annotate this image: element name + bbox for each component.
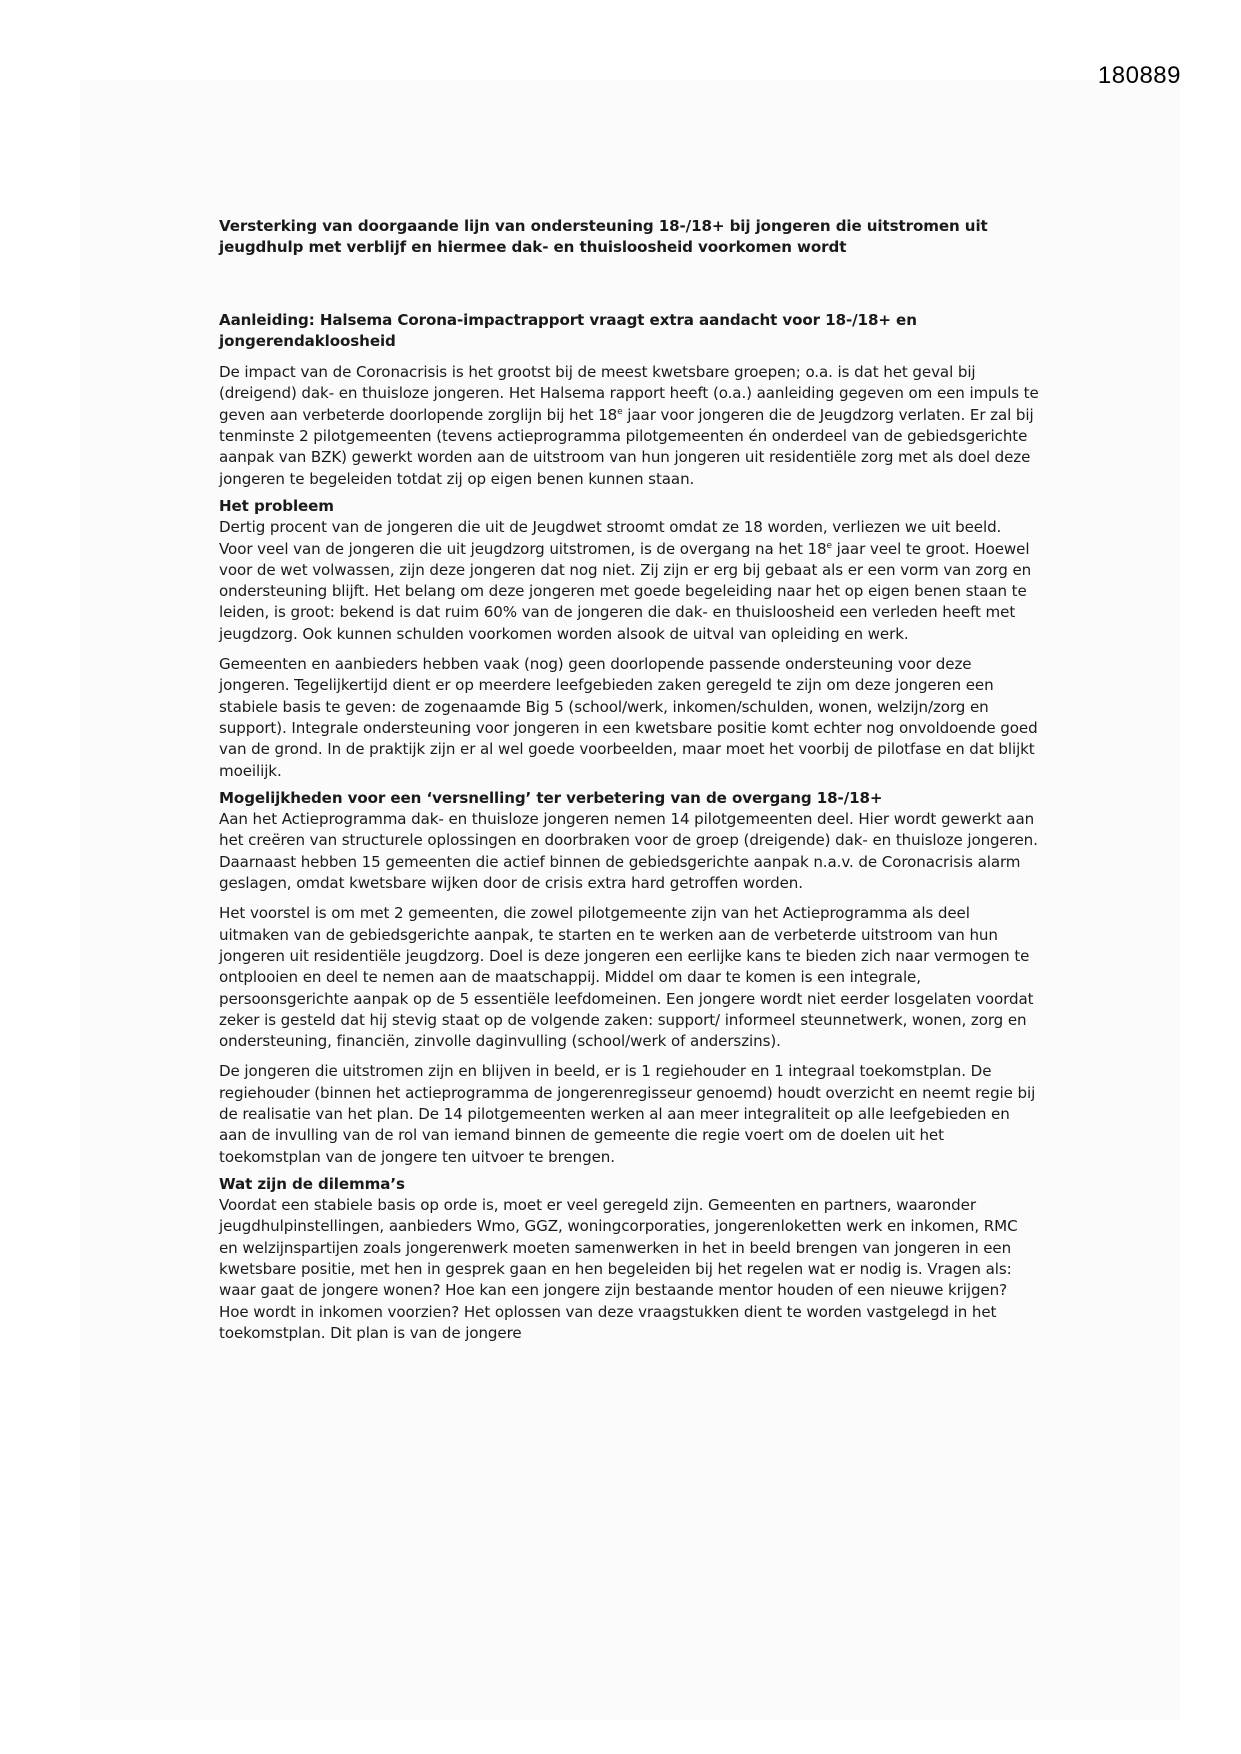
intro-text-part1: De impact van de Coronacrisis is het grootst bij de meest kwetsbare groepen; o.a. is dat het geval bij (dreigend) dak- en thuisloze jongeren. Het Halsema rapport heeft (o.a.) aanleiding gegeven om een impuls te geven aan verbeterde doorlopende zorglijn bij het 18 [219,363,1039,424]
heading-het-probleem: Het probleem [219,496,334,515]
intro-superscript: e [617,406,623,417]
probleem-text-part2: jaar veel te groot. Hoewel voor de wet volwassen, zijn deze jongeren dat nog niet. Zij zijn er erg bij gebaat als er een vorm van zorg en ondersteuning blijft. Het belang om deze jongeren met goede begeleiding naar het op eigen benen staan te leiden, is groot: bekend is dat ruim 60% van de jongeren die dak- en thuisloosheid een verleden heeft met jeugdzorg. Ook kunnen schulden voorkomen worden alsook de uitval van opleiding en werk. [219,539,1032,643]
probleem-paragraph-1 [219,517,1039,645]
heading-mogelijkheden: Mogelijkheden voor een ‘versnelling’ ter verbetering van de overgang 18-/18+ [219,788,883,807]
probleem-superscript: e [826,540,832,551]
heading-dilemmas: Wat zijn de dilemma’s [219,1174,405,1193]
mogelijkheden-paragraph-3: De jongeren die uitstromen zijn en blijven in beeld, er is 1 regiehouder en 1 integraal toekomstplan. De regiehouder (binnen het actieprogramma de jongerenregisseur genoemd) houdt overzicht en neemt regie bij de realisatie van het plan. De 14 pilotgemeenten werken al aan meer integraliteit op alle leefgebieden en aan de invulling van de rol van iemand binnen de gemeente die regie voert om de doelen uit het toekomstplan van de jongere ten uitvoer te brengen. [219,1062,1036,1166]
document-body [219,216,1039,1353]
document-number: 180889 [1097,62,1181,89]
document-title: Versterking van doorgaande lijn van ondersteuning 18-/18+ bij jongeren die uitstromen uit jeugdhulp met verblijf en hiermee dak- en thuisloosheid voorkomen wordt [219,217,988,257]
mogelijkheden-paragraph-2: Het voorstel is om met 2 gemeenten, die zowel pilotgemeente zijn van het Actieprogramma als deel uitmaken van de gebiedsgerichte aanpak, te starten en te werken aan de verbeterde uitstroom van hun jongeren uit residentiële jeugdzorg. Doel is deze jongeren een eerlijke kans te bieden zich naar vermogen te ontplooien en deel te nemen aan de maatschappij. Middel om daar te komen is een integrale, persoonsgerichte aanpak op de 5 essentiële leefdomeinen. Een jongere wordt niet eerder losgelaten voordat zeker is gesteld dat hij stevig staat op de volgende zaken: support/ informeel steunnetwerk, wonen, zorg en ondersteuning, financiën, zinvolle daginvulling (school/werk of anderszins). [219,904,1034,1051]
intro-text-part2: jaar voor jongeren die de Jeugdzorg verlaten. Er zal bij tenminste 2 pilotgemeenten (tevens actieprogramma pilotgemeenten én onderdeel van de gebiedsgerichte aanpak van BZK) gewerkt worden aan de uitstroom van hun jongeren uit residentiële zorg met als doel deze jongeren te begeleiden totdat zij op eigen benen kunnen staan. [219,405,1034,488]
dilemmas-paragraph-1: Voordat een stabiele basis op orde is, moet er veel geregeld zijn. Gemeenten en partners, waaronder jeugdhulpinstellingen, aanbieders Wmo, GGZ, woningcorporaties, jongerenloketten werk en inkomen, RMC en welzijnspartijen zoals jongerenwerk moeten samenwerken in het in beeld brengen van jongeren in een kwetsbare positie, met hen in gesprek gaan en hen begeleiden bij het regelen wat er nodig is. Vragen als: waar gaat de jongere wonen? Hoe kan een jongere zijn bestaande mentor houden of een nieuwe krijgen? Hoe wordt in inkomen voorzien? Het oplossen van deze vraagstukken dient te worden vastgelegd in het toekomstplan. Dit plan is van de jongere [219,1196,1018,1342]
mogelijkheden-paragraph-1: Aan het Actieprogramma dak- en thuisloze jongeren nemen 14 pilotgemeenten deel. Hier wordt gewerkt aan het creëren van structurele oplossingen en doorbraken voor de groep (dreigende) dak- en thuisloze jongeren. Daarnaast hebben 15 gemeenten die actief binnen de gebiedsgerichte aanpak n.a.v. de Coronacrisis alarm geslagen, omdat kwetsbare wijken door de crisis extra hard getroffen worden. [219,810,1038,893]
probleem-paragraph-2: Gemeenten en aanbieders hebben vaak (nog) geen doorlopende passende ondersteuning voor deze jongeren. Tegelijkertijd dient er op meerdere leefgebieden zaken geregeld te zijn om deze jongeren een stabiele basis te geven: de zogenaamde Big 5 (school/werk, inkomen/schulden, wonen, welzijn/zorg en support). Integrale ondersteuning voor jongeren in een kwetsbare positie komt echter nog onvoldoende goed van de grond. In de praktijk zijn er al wel goede voorbeelden, maar moet het voorbij de pilotfase en dat blijkt moeilijk. [219,655,1038,780]
intro-paragraph [219,362,1039,490]
probleem-text-part1: Dertig procent van de jongeren die uit de Jeugdwet stroomt omdat ze 18 worden, verliezen we uit beeld. Voor veel van de jongeren die uit jeugdzorg uitstromen, is de overgang na het 18 [219,518,1002,558]
section-title-aanleiding: Aanleiding: Halsema Corona-impactrapport vraagt extra aandacht voor 18-/18+ en jongerendakloosheid [219,310,917,350]
